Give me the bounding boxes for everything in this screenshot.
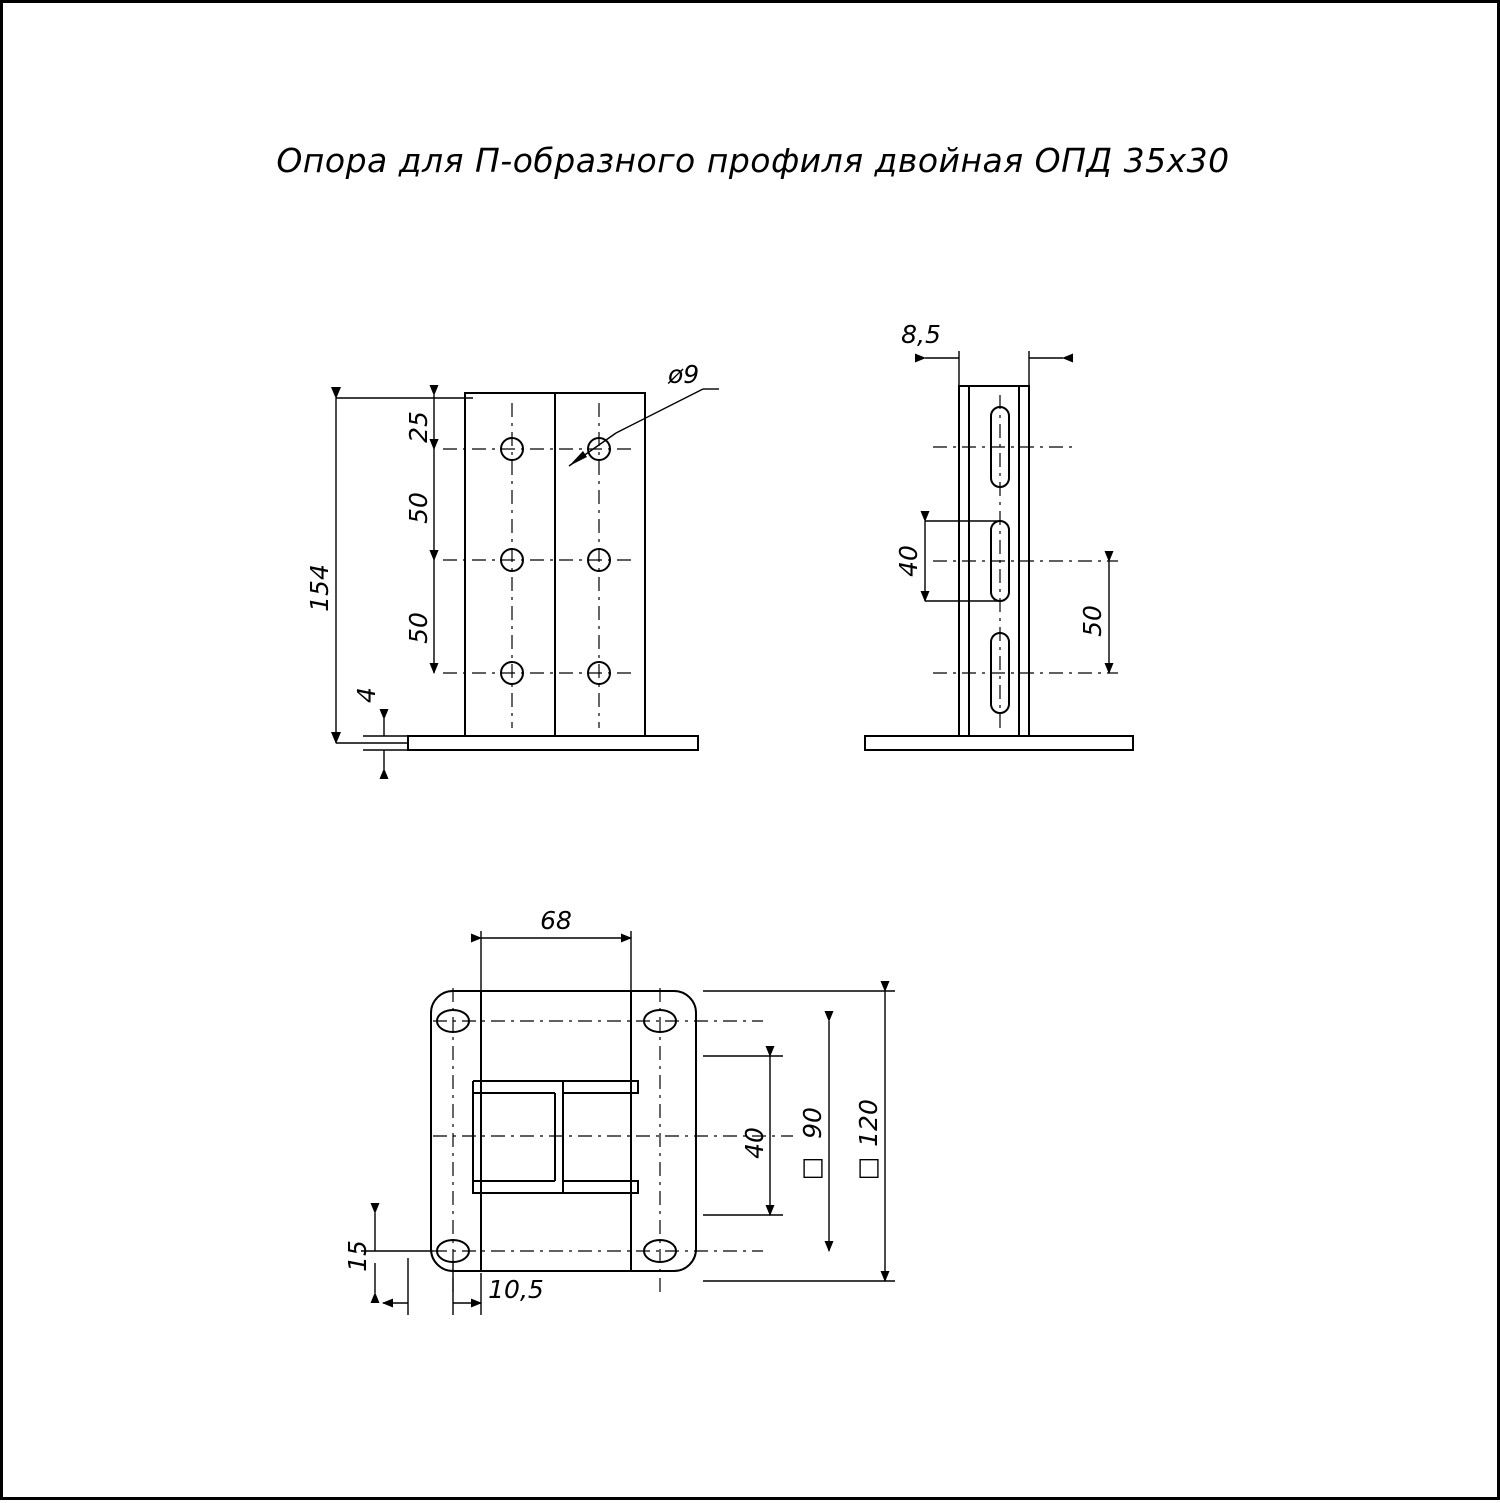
front-view-geometry <box>408 393 698 750</box>
dim-front-plate-thickness: 4 <box>352 687 381 703</box>
front-view-dimension-lines <box>336 389 719 769</box>
dim-front-top-offset: 25 <box>404 411 433 443</box>
top-view-centerlines <box>433 988 793 1293</box>
dim-side-web-width: 8,5 <box>901 320 941 349</box>
dim-front-pitch-2: 50 <box>404 612 433 644</box>
dim-top-inner-40: 40 <box>740 1127 769 1159</box>
technical-drawing-canvas <box>3 3 1500 1503</box>
dim-front-hole-diameter: ø9 <box>668 360 700 389</box>
dim-top-edge-105: 10,5 <box>488 1275 544 1304</box>
front-view-dimension-labels <box>305 360 699 703</box>
square-symbol-120: □ <box>857 1152 881 1181</box>
square-symbol-90: □ <box>801 1152 825 1181</box>
side-view-centerlines <box>933 395 1118 731</box>
top-view-dimension-labels <box>343 906 883 1304</box>
top-view-geometry <box>431 991 696 1271</box>
dim-top-width-68: 68 <box>540 906 572 935</box>
dim-side-slot-pitch-40: 40 <box>894 545 923 577</box>
dim-top-plate-square-120: 120 <box>854 1099 883 1147</box>
dim-front-pitch-1: 50 <box>404 492 433 524</box>
dim-top-bolt-square-90: 90 <box>798 1107 827 1139</box>
dim-top-edge-15: 15 <box>343 1240 372 1272</box>
drawing-title: Опора для П-образного профиля двойная ОПД 35х30 <box>276 141 1230 180</box>
dim-front-total-height: 154 <box>305 564 334 612</box>
dim-side-slot-pitch-50: 50 <box>1078 605 1107 637</box>
front-view-centerlines <box>443 403 633 728</box>
